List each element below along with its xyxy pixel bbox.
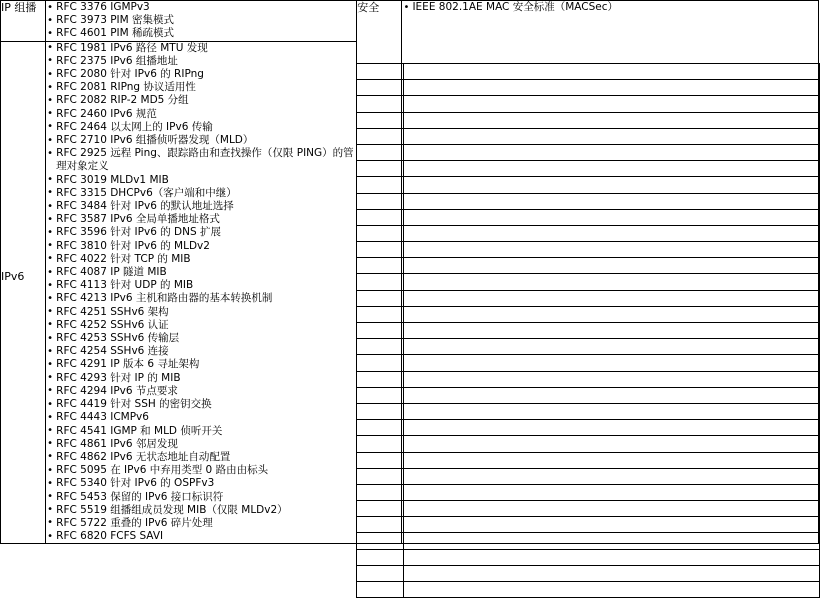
table-row [357, 274, 820, 290]
row-items-ip-multicast [46, 1, 357, 42]
list-item: • RFC 4419 针对 SSH 的密钥交换 [46, 398, 356, 411]
list-item: • RFC 6820 FCFS SAVI [46, 530, 356, 543]
rfc-list-ipv6 [46, 42, 356, 544]
table-row [357, 64, 820, 80]
empty-items-cell [404, 128, 820, 144]
list-item: • RFC 5519 组播组成员发现 MIB（仅限 MLDv2） [46, 504, 356, 517]
list-item: • RFC 2460 IPv6 规范 [46, 108, 356, 121]
empty-items-cell [404, 533, 820, 549]
empty-label-cell [357, 64, 404, 80]
empty-label-cell [357, 533, 404, 549]
empty-items-cell [404, 565, 820, 581]
table-row [357, 387, 820, 403]
table-row [357, 484, 820, 500]
table-row [357, 533, 820, 549]
empty-label-cell [357, 355, 404, 371]
list-item: • RFC 5722 重叠的 IPv6 碎片处理 [46, 517, 356, 530]
list-item: • RFC 3587 IPv6 全局单播地址格式 [46, 213, 356, 226]
empty-label-cell [357, 436, 404, 452]
table-row [357, 177, 820, 193]
list-item: • RFC 4443 ICMPv6 [46, 411, 356, 424]
empty-label-cell [357, 501, 404, 517]
table-row [357, 403, 820, 419]
empty-label-cell [357, 468, 404, 484]
list-item: • RFC 4861 IPv6 邻居发现 [46, 438, 356, 451]
table-row [357, 565, 820, 581]
list-item: • RFC 4601 PIM 稀疏模式 [46, 27, 356, 40]
empty-items-cell [404, 177, 820, 193]
list-item: • RFC 2464 以太网上的 IPv6 传输 [46, 121, 356, 134]
row-label-ip-multicast: IP 组播 [1, 1, 46, 42]
table-row [357, 420, 820, 436]
empty-items-cell [404, 64, 820, 80]
rfc-list-ip-multicast [46, 1, 356, 41]
list-item: • RFC 3019 MLDv1 MIB [46, 174, 356, 187]
empty-items-cell [404, 193, 820, 209]
empty-items-cell [404, 96, 820, 112]
table-row [357, 371, 820, 387]
empty-items-cell [404, 80, 820, 96]
list-item: • RFC 2375 IPv6 组播地址 [46, 55, 356, 68]
empty-items-cell [404, 517, 820, 533]
empty-label-cell [357, 225, 404, 241]
table-row [357, 468, 820, 484]
empty-label-cell [357, 306, 404, 322]
list-item: • RFC 4251 SSHv6 架构 [46, 306, 356, 319]
empty-label-cell [357, 258, 404, 274]
empty-items-cell [404, 468, 820, 484]
empty-items-cell [404, 112, 820, 128]
list-item: • IEEE 802.1AE MAC 安全标准（MACSec） [402, 1, 818, 14]
list-item: • RFC 5340 针对 IPv6 的 OSPFv3 [46, 477, 356, 490]
empty-items-cell [404, 420, 820, 436]
empty-label-cell [357, 517, 404, 533]
row-label-security: 安全 [357, 1, 402, 544]
empty-label-cell [357, 96, 404, 112]
empty-label-cell [357, 161, 404, 177]
empty-items-cell [404, 371, 820, 387]
table-row [357, 80, 820, 96]
table-row [357, 193, 820, 209]
right-empty-grid [356, 63, 819, 497]
empty-label-cell [357, 339, 404, 355]
table-row [357, 582, 820, 598]
table-row [357, 452, 820, 468]
table-row [357, 225, 820, 241]
empty-label-cell [357, 242, 404, 258]
empty-items-cell [404, 387, 820, 403]
table-row [357, 306, 820, 322]
list-item: • RFC 4213 IPv6 主机和路由器的基本转换机制 [46, 292, 356, 305]
empty-items-cell [404, 242, 820, 258]
table-row [357, 144, 820, 160]
list-item: • RFC 2081 RIPng 协议适用性 [46, 81, 356, 94]
table-row [357, 209, 820, 225]
empty-label-cell [357, 193, 404, 209]
list-item: • RFC 2080 针对 IPv6 的 RIPng [46, 68, 356, 81]
table-row [357, 549, 820, 565]
empty-items-cell [404, 355, 820, 371]
empty-items-cell [404, 290, 820, 306]
empty-label-cell [357, 403, 404, 419]
row-label-ipv6-text: IPv6 [1, 269, 25, 283]
list-item: • RFC 3315 DHCPv6（客户端和中继） [46, 187, 356, 200]
list-item: • RFC 4254 SSHv6 连接 [46, 345, 356, 358]
empty-label-cell [357, 582, 404, 598]
list-item: • RFC 3973 PIM 密集模式 [46, 14, 356, 27]
table-row [357, 161, 820, 177]
list-item: • RFC 3484 针对 IPv6 的默认地址选择 [46, 200, 356, 213]
empty-label-cell [357, 290, 404, 306]
list-item: • RFC 2710 IPv6 组播侦听器发现（MLD） [46, 134, 356, 147]
list-item: • RFC 5095 在 IPv6 中弃用类型 0 路由由标头 [46, 464, 356, 477]
empty-label-cell [357, 323, 404, 339]
empty-label-cell [357, 420, 404, 436]
empty-items-cell [404, 452, 820, 468]
empty-items-cell [404, 484, 820, 500]
list-item: • RFC 4087 IP 隧道 MIB [46, 266, 356, 279]
rfc-list-security [402, 1, 818, 14]
empty-items-cell [404, 549, 820, 565]
list-item: • RFC 4294 IPv6 节点要求 [46, 385, 356, 398]
list-item: • RFC 5453 保留的 IPv6 接口标识符 [46, 491, 356, 504]
table-row [357, 128, 820, 144]
list-item: • RFC 4252 SSHv6 认证 [46, 319, 356, 332]
empty-label-cell [357, 112, 404, 128]
empty-label-cell [357, 80, 404, 96]
empty-label-cell [357, 144, 404, 160]
table-row [357, 436, 820, 452]
table-row [357, 290, 820, 306]
empty-items-cell [404, 209, 820, 225]
empty-items-cell [404, 225, 820, 241]
table-row [357, 339, 820, 355]
empty-label-cell [357, 549, 404, 565]
table-row [357, 258, 820, 274]
empty-label-cell [357, 371, 404, 387]
list-item: • RFC 4541 IGMP 和 MLD 侦听开关 [46, 425, 356, 438]
row-items-ipv6 [46, 41, 357, 544]
list-item: • RFC 3596 针对 IPv6 的 DNS 扩展 [46, 226, 356, 239]
empty-items-cell [404, 274, 820, 290]
empty-label-cell [357, 484, 404, 500]
list-item: • RFC 4291 IP 版本 6 寻址架构 [46, 358, 356, 371]
list-item: • RFC 4293 针对 IP 的 MIB [46, 372, 356, 385]
empty-items-cell [404, 501, 820, 517]
table-row [357, 501, 820, 517]
list-item: • RFC 3376 IGMPv3 [46, 1, 356, 14]
list-item: • RFC 1981 IPv6 路径 MTU 发现 [46, 42, 356, 55]
empty-items-cell [404, 258, 820, 274]
empty-label-cell [357, 128, 404, 144]
list-item: • RFC 4253 SSHv6 传输层 [46, 332, 356, 345]
list-item: • RFC 4862 IPv6 无状态地址自动配置 [46, 451, 356, 464]
table-row [357, 112, 820, 128]
table-row [1, 1, 819, 42]
empty-items-cell [404, 161, 820, 177]
empty-label-cell [357, 209, 404, 225]
empty-items-cell [404, 403, 820, 419]
empty-items-cell [404, 306, 820, 322]
empty-items-cell [404, 582, 820, 598]
security-items-wrap [402, 1, 818, 14]
empty-label-cell [357, 565, 404, 581]
list-item: • RFC 4113 针对 UDP 的 MIB [46, 279, 356, 292]
empty-items-cell [404, 144, 820, 160]
empty-items-cell [404, 436, 820, 452]
empty-label-cell [357, 177, 404, 193]
list-item: • RFC 2925 远程 Ping、跟踪路由和查找操作（仅限 PING）的管理对象定义 [46, 147, 356, 173]
row-label-ipv6 [1, 41, 46, 544]
empty-cell-table [356, 63, 820, 598]
empty-label-cell [357, 387, 404, 403]
list-item: • RFC 3810 针对 IPv6 的 MLDv2 [46, 240, 356, 253]
list-item: • RFC 2082 RIP-2 MD5 分组 [46, 94, 356, 107]
empty-label-cell [357, 452, 404, 468]
table-row [357, 355, 820, 371]
list-item: • RFC 4022 针对 TCP 的 MIB [46, 253, 356, 266]
empty-items-cell [404, 323, 820, 339]
table-row [357, 323, 820, 339]
empty-items-cell [404, 339, 820, 355]
empty-label-cell [357, 274, 404, 290]
table-row [357, 96, 820, 112]
table-row [357, 242, 820, 258]
table-row [357, 517, 820, 533]
